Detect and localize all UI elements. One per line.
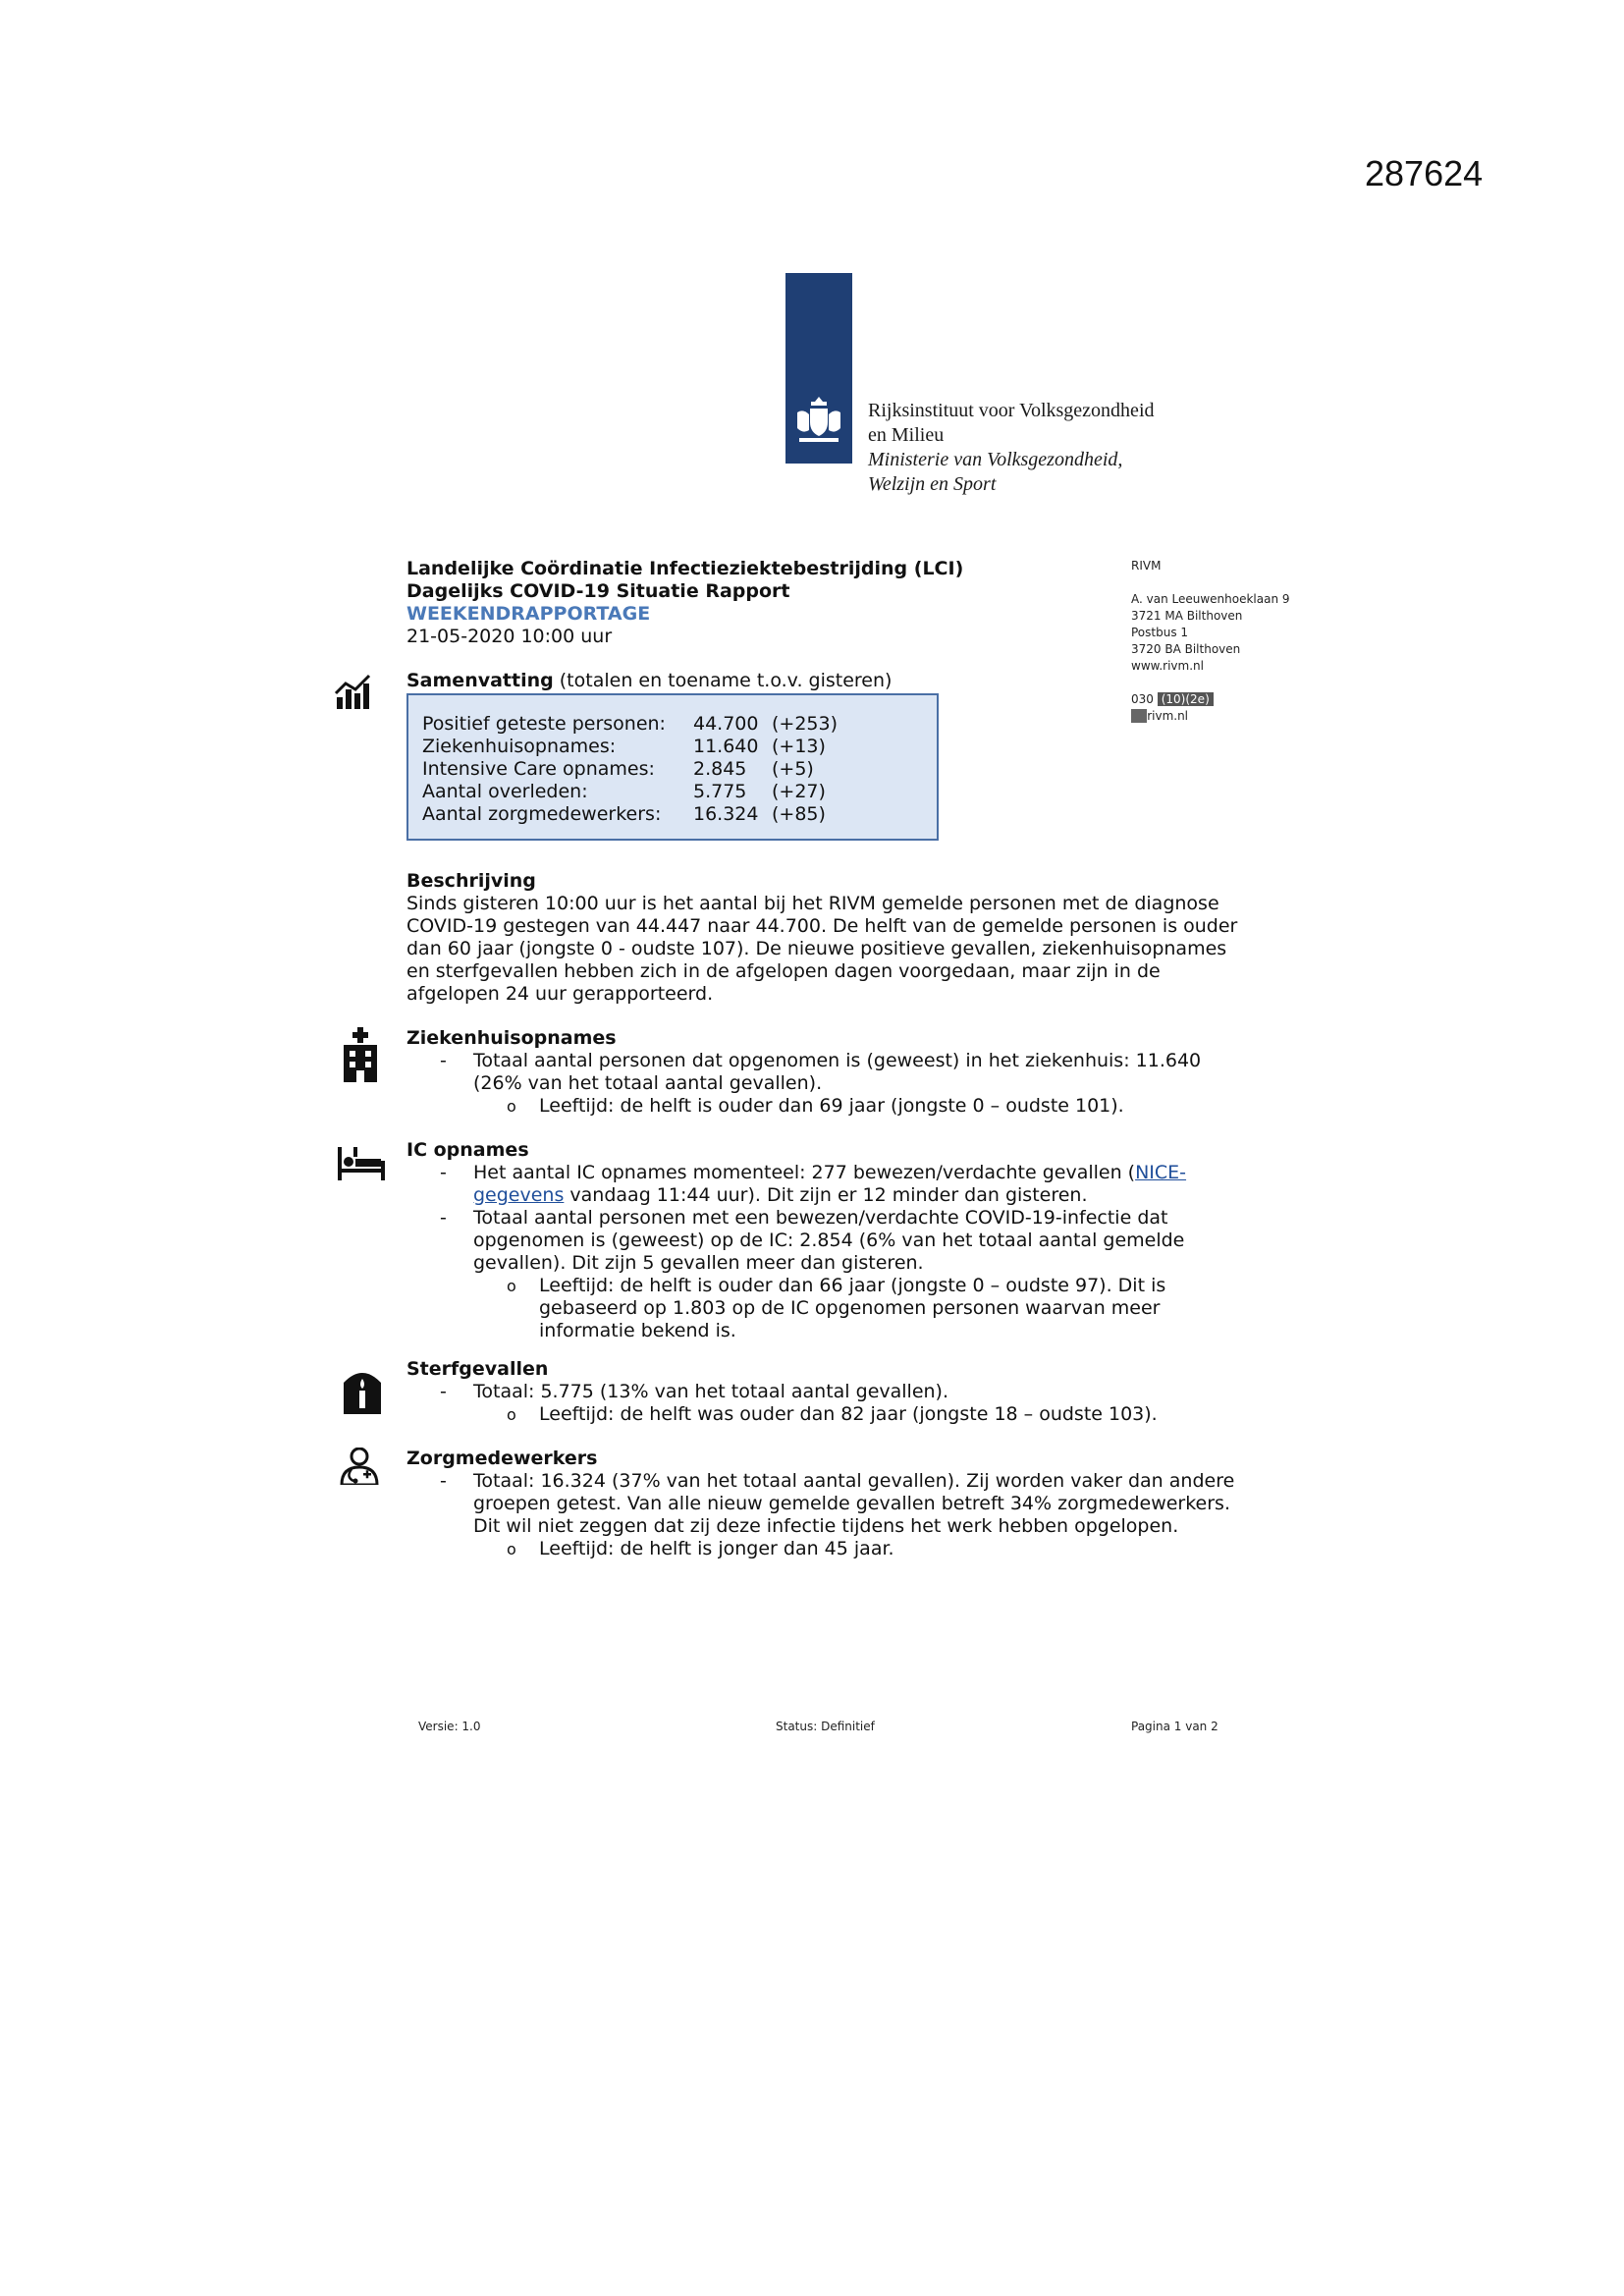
- summary-title: Samenvatting: [406, 670, 554, 691]
- sidebar-address-4: 3720 BA Bilthoven: [1131, 642, 1241, 656]
- circle-bullet: o: [507, 1097, 516, 1116]
- summary-box: [406, 693, 939, 841]
- dash-bullet: -: [440, 1162, 447, 1183]
- list-item: [406, 1207, 1251, 1275]
- list-item-text: Totaal: 5.775 (13% van het totaal aantal gevallen).: [473, 1381, 949, 1402]
- header-weekend: WEEKENDRAPPORTAGE: [406, 603, 651, 625]
- footer-page: Pagina 1 van 2: [1131, 1720, 1218, 1733]
- circle-bullet: o: [507, 1540, 516, 1558]
- list-item: [406, 1403, 1251, 1426]
- ic-title: IC opnames: [406, 1139, 529, 1161]
- beschrijving-text: Sinds gisteren 10:00 uur is het aantal bij het RIVM gemelde personen met de diagnose COVID-19 gestegen van 44.447 naar 44.700. De helft van de gemelde personen is ouder dan 60 jaar (jongste 0 - oudste 107). De nieuwe positieve gevallen, ziekenhuisopnames en sterfgevallen hebben zich in de afgelopen dagen voorgedaan, maar zijn in de afgelopen 24 uur gerapporteerd.: [406, 893, 1238, 1005]
- phone-redaction: (10)(2e): [1158, 692, 1214, 706]
- report-header: [406, 558, 963, 648]
- ic-bed-icon: [338, 1147, 385, 1180]
- hospital-building-icon: [342, 1027, 379, 1082]
- list-item: [406, 1050, 1251, 1095]
- summary-value: 2.845: [693, 758, 747, 780]
- list-item: [406, 1538, 1251, 1560]
- summary-delta: (+85): [772, 803, 826, 825]
- list-item: [406, 1381, 1251, 1403]
- summary-value: 44.700: [693, 713, 759, 735]
- dash-bullet: -: [440, 1470, 447, 1492]
- rivm-logo-text: [868, 399, 1155, 497]
- ziekenhuis-section: [406, 1027, 1251, 1118]
- footer-status: Status: Definitief: [776, 1720, 875, 1733]
- sidebar-org: RIVM: [1131, 559, 1162, 573]
- circle-bullet: o: [507, 1277, 516, 1295]
- email-redaction: xx: [1132, 709, 1147, 723]
- dash-bullet: -: [440, 1050, 447, 1071]
- summary-value: 16.324: [693, 803, 759, 825]
- footer-version: Versie: 1.0: [418, 1720, 481, 1733]
- summary-table: [422, 713, 838, 826]
- summary-delta: (+253): [772, 713, 839, 735]
- beschrijving-section: [406, 870, 1251, 1006]
- list-item-text: Leeftijd: de helft is jonger dan 45 jaar.: [539, 1538, 894, 1559]
- ic-section: [406, 1139, 1251, 1342]
- summary-label: Aantal zorgmedewerkers:: [422, 803, 662, 825]
- list-item: [406, 1095, 1251, 1118]
- dash-bullet: -: [440, 1207, 447, 1229]
- statistics-chart-icon: [334, 672, 373, 711]
- summary-delta: (+13): [772, 736, 826, 757]
- list-item: [406, 1162, 1251, 1207]
- sterf-title: Sterfgevallen: [406, 1358, 549, 1380]
- summary-row: [422, 803, 838, 826]
- list-item-text: Het aantal IC opnames momenteel: 277 bewezen/verdachte gevallen (: [473, 1162, 1136, 1183]
- address-sidebar: [1131, 558, 1290, 725]
- summary-row: [422, 713, 838, 736]
- phone-prefix: 030: [1131, 692, 1154, 706]
- list-item-text: Leeftijd: de helft is ouder dan 66 jaar (jongste 0 – oudste 97). Dit is gebaseerd op 1.803 op de IC opgenomen personen waarvan meer informatie bekend is.: [539, 1275, 1166, 1341]
- sterf-section: [406, 1358, 1251, 1426]
- list-item-text: Leeftijd: de helft was ouder dan 82 jaar (jongste 18 – oudste 103).: [539, 1403, 1158, 1425]
- nice-gegevens-link[interactable]: NICE-gegevens: [473, 1162, 1187, 1206]
- summary-row: [422, 781, 838, 803]
- document-number: 287624: [1365, 153, 1484, 193]
- sidebar-address-1: A. van Leeuwenhoeklaan 9: [1131, 592, 1290, 606]
- summary-subtitle: (totalen en toename t.o.v. gisteren): [553, 670, 893, 691]
- logo-line-3: Ministerie van Volksgezondheid,: [868, 449, 1123, 470]
- header-date: 21-05-2020 10:00 uur: [406, 626, 613, 647]
- list-item-text: Totaal aantal personen met een bewezen/verdachte COVID-19-infectie dat opgenomen is (geweest) op de IC: 2.854 (6% van het totaal aantal gemelde gevallen). Dit zijn 5 gevallen meer dan gisteren.: [473, 1207, 1185, 1274]
- list-item-text: Totaal aantal personen dat opgenomen is (geweest) in het ziekenhuis: 11.640 (26% van het totaal aantal gevallen).: [473, 1050, 1202, 1094]
- summary-delta: (+5): [772, 758, 814, 780]
- sidebar-phone: [1131, 691, 1290, 708]
- list-item-text: Leeftijd: de helft is ouder dan 69 jaar (jongste 0 – oudste 101).: [539, 1095, 1124, 1117]
- email-suffix: rivm.nl: [1147, 709, 1189, 723]
- coat-of-arms-icon: [789, 391, 848, 450]
- healthcare-worker-icon: [338, 1448, 381, 1485]
- sidebar-address-2: 3721 MA Bilthoven: [1131, 609, 1243, 623]
- ziekenhuis-title: Ziekenhuisopnames: [406, 1027, 617, 1049]
- summary-label: Intensive Care opnames:: [422, 758, 655, 780]
- list-item-text: Totaal: 16.324 (37% van het totaal aantal gevallen). Zij worden vaker dan andere groepen getest. Van alle nieuw gemelde gevallen betreft 34% zorgmedewerkers. Dit wil niet zeggen dat zij deze infectie tijdens het werk hebben opgelopen.: [473, 1470, 1235, 1537]
- zorg-section: [406, 1448, 1251, 1560]
- logo-line-2: en Milieu: [868, 424, 945, 446]
- zorg-title: Zorgmedewerkers: [406, 1448, 598, 1469]
- list-item: [406, 1470, 1251, 1538]
- beschrijving-title: Beschrijving: [406, 870, 536, 892]
- dash-bullet: -: [440, 1381, 447, 1402]
- summary-label: Positief geteste personen:: [422, 713, 666, 735]
- list-item: [406, 1275, 1251, 1342]
- summary-label: Aantal overleden:: [422, 781, 588, 802]
- sidebar-address-3: Postbus 1: [1131, 626, 1189, 639]
- summary-value: 11.640: [693, 736, 759, 757]
- summary-row: [422, 736, 838, 758]
- sidebar-website: www.rivm.nl: [1131, 659, 1204, 673]
- summary-row: [422, 758, 838, 781]
- list-item-text: vandaag 11:44 uur). Dit zijn er 12 minder dan gisteren.: [564, 1184, 1088, 1206]
- circle-bullet: o: [507, 1405, 516, 1424]
- summary-value: 5.775: [693, 781, 747, 802]
- summary-label: Ziekenhuisopnames:: [422, 736, 617, 757]
- header-lci: Landelijke Coördinatie Infectieziektebestrijding (LCI): [406, 558, 964, 579]
- memorial-candle-icon: [344, 1367, 381, 1414]
- logo-line-4: Welzijn en Sport: [868, 473, 997, 495]
- summary-heading: [406, 670, 892, 691]
- sidebar-email: [1131, 708, 1290, 725]
- header-report-title: Dagelijks COVID-19 Situatie Rapport: [406, 580, 790, 602]
- logo-line-1: Rijksinstituut voor Volksgezondheid: [868, 400, 1155, 421]
- summary-delta: (+27): [772, 781, 826, 802]
